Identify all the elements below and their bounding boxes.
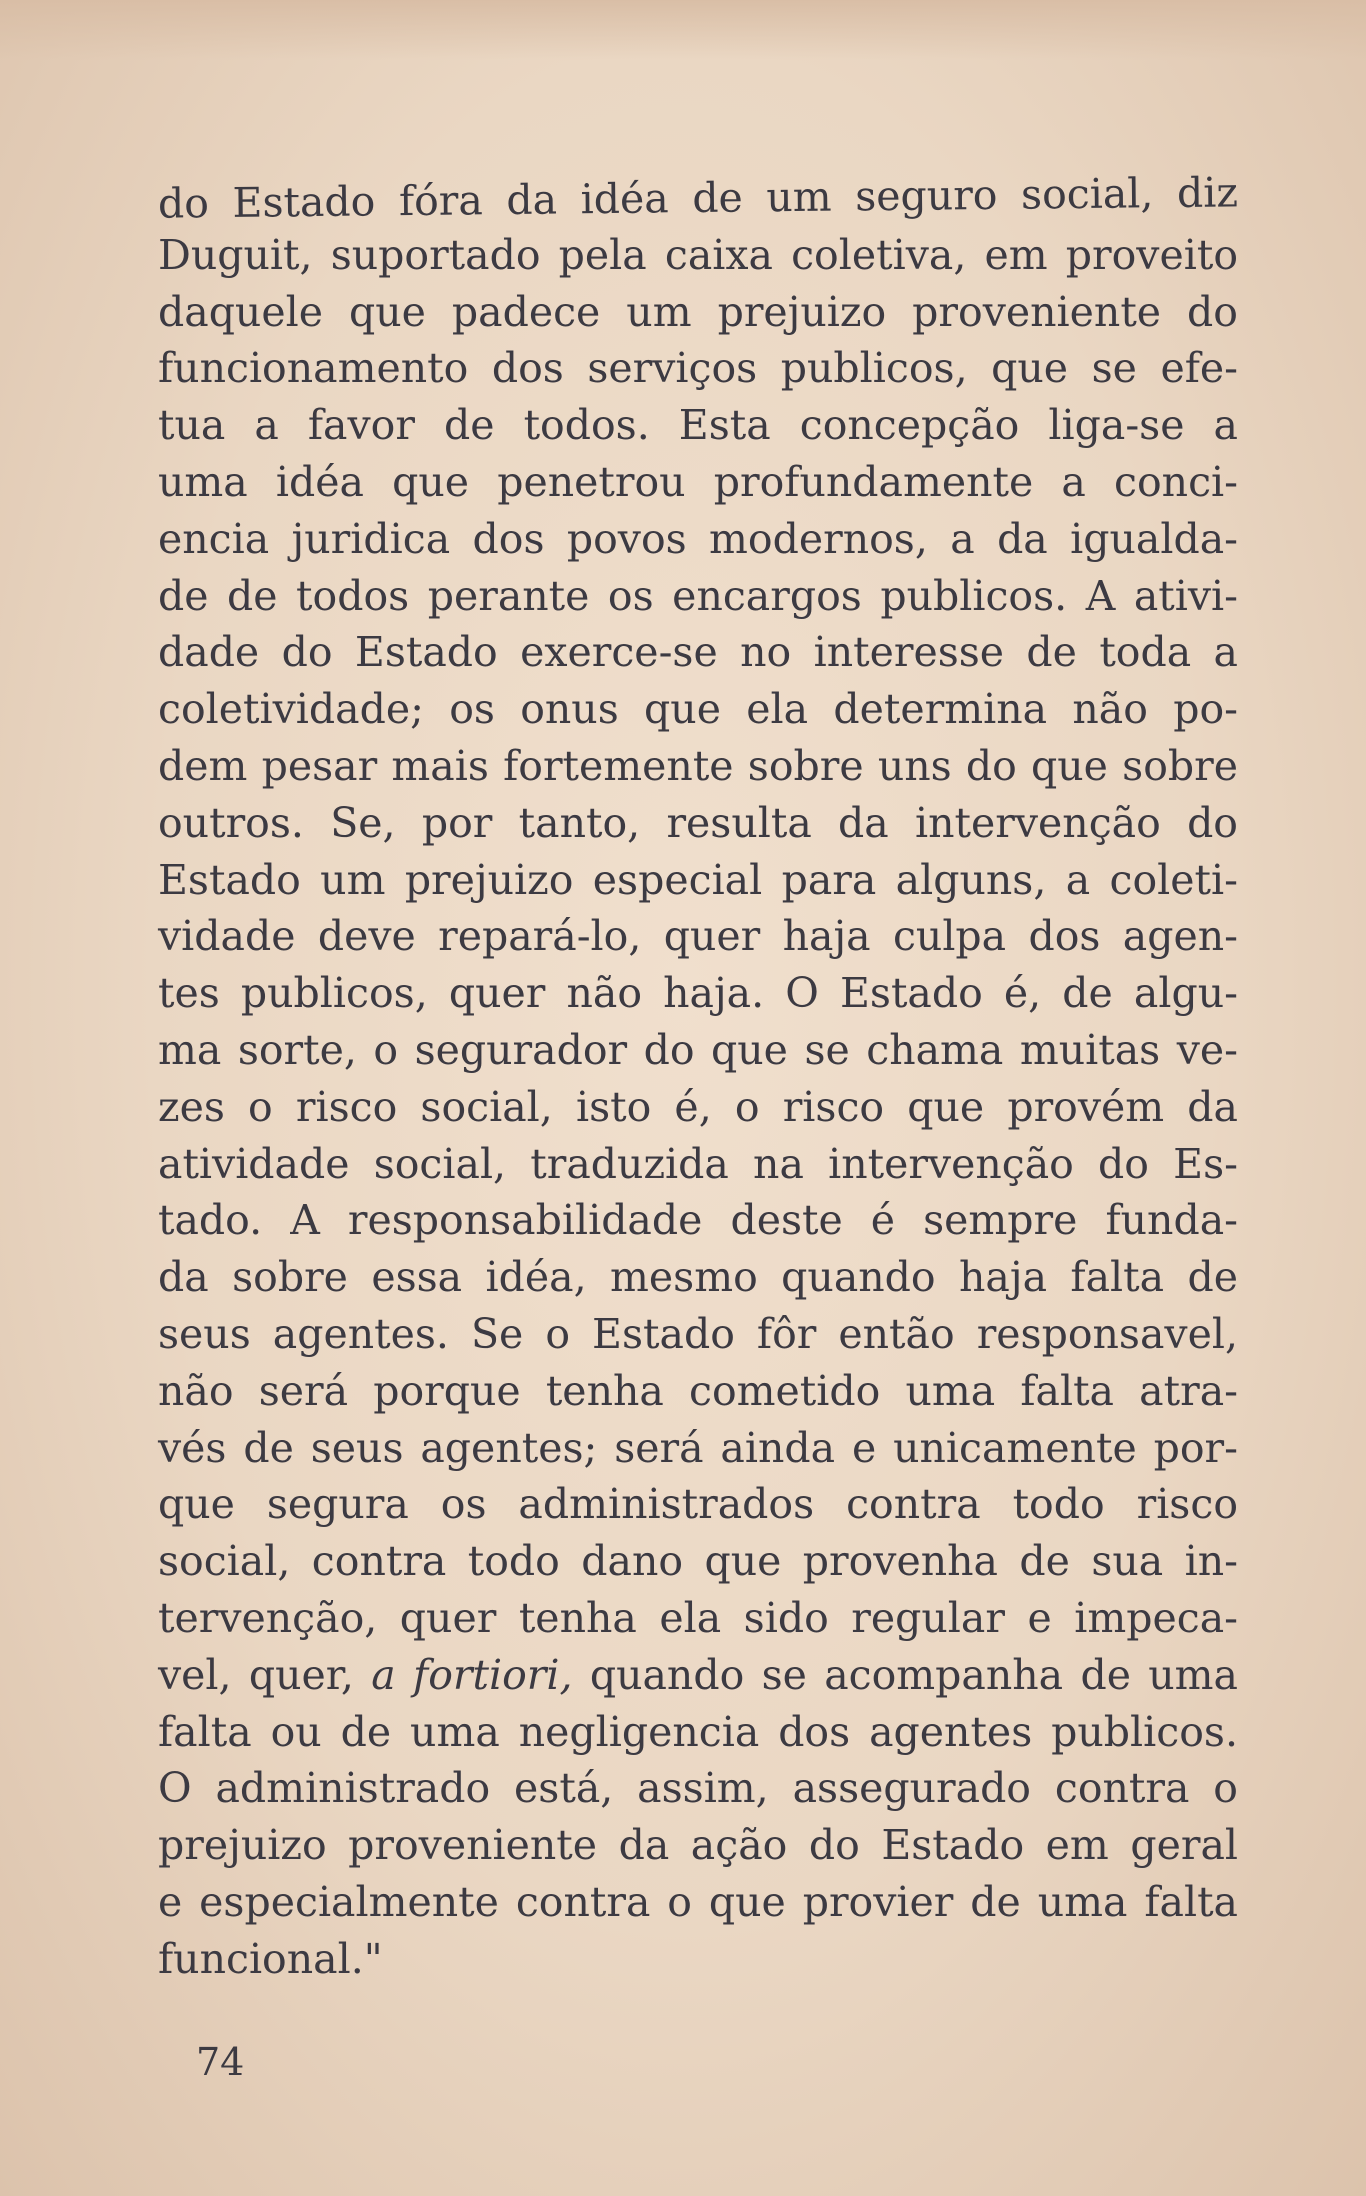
text-line: que segura os administrados contra todo risco bbox=[158, 1480, 1238, 1529]
text-line: uma idéa que penetrou profundamente a conci- bbox=[158, 457, 1238, 506]
text-line: prejuizo proveniente da ação do Estado em geral bbox=[158, 1821, 1238, 1870]
page-number: 74 bbox=[196, 2040, 245, 2084]
text-line: não será porque tenha cometido uma falta atra- bbox=[158, 1366, 1238, 1415]
text-line: vés de seus agentes; será ainda e unicamente por- bbox=[158, 1423, 1238, 1472]
line-pre: vel, quer, bbox=[158, 1650, 372, 1699]
text-line: da sobre essa idéa, mesmo quando haja falta de bbox=[158, 1253, 1238, 1302]
text-line: funcional." bbox=[158, 1934, 383, 1983]
text-line: dem pesar mais fortemente sobre uns do que sobre bbox=[158, 741, 1238, 790]
italic-phrase: a fortiori, bbox=[371, 1650, 573, 1699]
text-line: dade do Estado exerce-se no interesse de toda a bbox=[158, 628, 1238, 677]
text-line: outros. Se, por tanto, resulta da intervenção do bbox=[158, 798, 1238, 847]
text-line: zes o risco social, isto é, o risco que provém da bbox=[158, 1082, 1238, 1131]
text-line: coletividade; os onus que ela determina não po- bbox=[158, 685, 1238, 734]
text-line: Estado um prejuizo especial para alguns, a coleti- bbox=[158, 855, 1238, 904]
text-line: ma sorte, o segurador do que se chama muitas ve- bbox=[158, 1025, 1238, 1074]
body-text bbox=[158, 170, 1238, 1988]
line-post: quando se acompanha de uma bbox=[572, 1650, 1238, 1699]
text-line: tua a favor de todos. Esta concepção liga-se a bbox=[158, 401, 1238, 450]
text-line: falta ou de uma negligencia dos agentes publicos. bbox=[158, 1707, 1238, 1756]
text-line: encia juridica dos povos modernos, a da igualda- bbox=[158, 514, 1238, 563]
text-line: seus agentes. Se o Estado fôr então responsavel, bbox=[158, 1309, 1238, 1358]
text-line: daquele que padece um prejuizo proveniente do bbox=[158, 287, 1238, 336]
text-line: Duguit, suportado pela caixa coletiva, em proveito bbox=[158, 230, 1238, 279]
text-line: tes publicos, quer não haja. O Estado é, de algu- bbox=[158, 969, 1238, 1018]
text-line: de de todos perante os encargos publicos. A ativi- bbox=[158, 571, 1238, 620]
text-line: atividade social, traduzida na intervenção do Es- bbox=[158, 1139, 1238, 1188]
text-line: tervenção, quer tenha ela sido regular e impeca- bbox=[158, 1593, 1238, 1642]
text-line: social, contra todo dano que provenha de sua in- bbox=[158, 1537, 1238, 1586]
text-line: tado. A responsabilidade deste é sempre funda- bbox=[158, 1196, 1238, 1245]
text-line: O administrado está, assim, assegurado contra o bbox=[158, 1764, 1238, 1813]
text-line: do Estado fóra da idéa de um seguro social, diz bbox=[157, 168, 1239, 228]
text-line: vidade deve repará-lo, quer haja culpa dos agen- bbox=[158, 912, 1238, 961]
text-line: e especialmente contra o que provier de uma falta bbox=[158, 1877, 1238, 1926]
text-line bbox=[158, 1647, 1238, 1704]
text-line: funcionamento dos serviços publicos, que se efe- bbox=[158, 344, 1238, 393]
